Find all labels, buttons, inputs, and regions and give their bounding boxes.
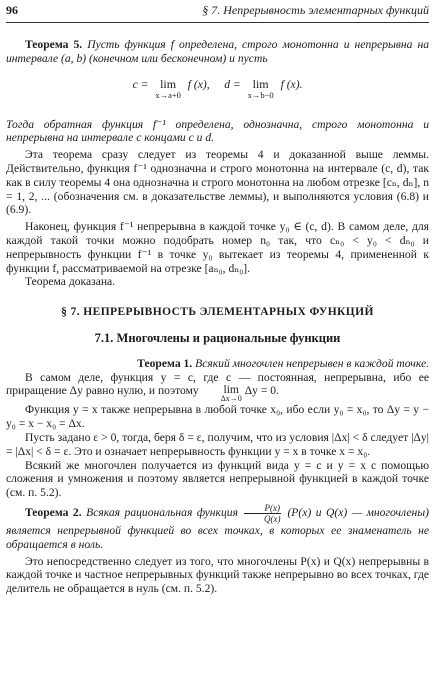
theorem-1-paragraph-3: Пусть задано ε > 0, тогда, беря δ = ε, получим, что из условия |Δx| < δ следует |Δy| = |Δx| < δ = ε. Это и означает непрерывность функции y = x в точке x = x₀. — [6, 430, 429, 458]
d-limit — [248, 78, 274, 101]
section-title: § 7. НЕПРЕРЫВНОСТЬ ЭЛЕМЕНТАРНЫХ ФУНКЦИЙ — [61, 306, 374, 319]
c-rest: f (x), — [187, 77, 210, 91]
theorem-1-label: Теорема 1. — [137, 356, 193, 370]
fraction-numerator: P(x) — [244, 503, 281, 514]
theorem-1-p1-text: В самом деле, функция y = c, где c — постоянная, непрерывна, ибо ее приращение Δy равно нулю, и поэтому — [6, 370, 429, 398]
proof-5-paragraph-2: Наконец, функция f⁻¹ непрерывна в каждой точке y₀ ∈ (c, d). В самом деле, для каждой такой точки можно подобрать номер n₀ так, что cₙ₀ < y₀ < dₙ₀ и непрерывность функции f⁻¹ в точке y₀ вытекает из теоремы 4, примененной к функции f, рассматриваемой на отрезке [aₙ₀, dₙ₀]. — [6, 220, 429, 275]
fraction-denominator: Q(x) — [263, 513, 281, 524]
theorem-2-proof: Это непосредственно следует из того, что многочлены P(x) и Q(x) непрерывны в каждой точке и частное непрерывных функций также непрерывно во всех точках, где делитель не обращается в нуль (см. п. 5.2). — [6, 554, 429, 596]
d-lim-sub: x→b−0 — [247, 90, 274, 101]
theorem-2-text-b: (P(x) и Q(x) — многочлены) является непрерывной функцией во всех точках, в которых ее знаменатель не обращается в ноль. — [6, 506, 429, 551]
page-number: 96 — [6, 3, 18, 17]
d-rest: f (x). — [280, 77, 303, 91]
page-header — [6, 4, 429, 20]
c-lim-word: lim — [160, 76, 177, 91]
d-lhs: d = — [224, 77, 241, 91]
delta-lim-word: lim — [223, 383, 239, 397]
limit-formula — [6, 78, 429, 108]
running-head: § 7. Непрерывность элементарных функций — [202, 3, 429, 17]
theorem-1-p1-end: Δy = 0. — [244, 384, 279, 398]
theorem-1-paragraph-1 — [6, 371, 429, 404]
theorem-2-statement — [6, 503, 429, 552]
c-limit — [155, 78, 181, 101]
proof-5-paragraph-3: Теорема доказана. — [25, 275, 116, 289]
theorem-1-paragraph-2: Функция y = x также непрерывна в любой точке x₀, ибо если y₀ = x₀, то Δy = y − y₀ = x − x₀ = Δx. — [6, 403, 429, 431]
theorem-2-label: Теорема 2. — [25, 506, 82, 520]
rational-fraction — [244, 503, 281, 524]
delta-limit — [202, 384, 242, 403]
theorem-1-paragraph-4: Всякий же многочлен получается из функций вида y = c и y = x с помощью сложения и умножения и поэтому является непрерывной функцией в каждой точке (см. п. 5.2). — [6, 458, 429, 500]
theorem-5-label: Теорема 5. — [25, 38, 83, 51]
proof-5-paragraph-1: Эта теорема сразу следует из теоремы 4 и доказанной выше леммы. Действительно, функция f⁻¹ однозначна и строго монотонна на интервале (c, d), так как в силу теоремы 4 она однозначна и строго монотонна на любом отрезке [cₙ, dₙ], n = 1, 2, ... (обозначения см. в доказательстве леммы), и выполняются условия (6.8) и (6.9). — [6, 148, 429, 217]
theorem-1-statement — [6, 357, 429, 371]
theorem-5-conclusion: Тогда обратная функция f⁻¹ определена, однозначна, строго монотонна и непрерывна на интервале с концами c и d. — [6, 117, 429, 145]
theorem-5-statement — [6, 38, 429, 66]
theorem-2-text-a: Всякая рациональная функция — [86, 506, 238, 520]
d-lim-word: lim — [252, 76, 269, 91]
theorem-1-text: Всякий многочлен непрерывен в каждой точке. — [195, 356, 429, 370]
theorem-5-text: Пусть функция f определена, строго монотонна и непрерывна на интервале (a, b) (конечном или бесконечном) и пусть — [6, 38, 429, 65]
subsection-title: 7.1. Многочлены и рациональные функции — [94, 330, 341, 345]
c-lhs: c = — [132, 77, 149, 91]
page-body — [6, 38, 429, 596]
header-rule — [6, 22, 429, 23]
c-lim-sub: x→a+0 — [155, 90, 181, 101]
delta-lim-sub: Δx→0 — [220, 394, 242, 404]
